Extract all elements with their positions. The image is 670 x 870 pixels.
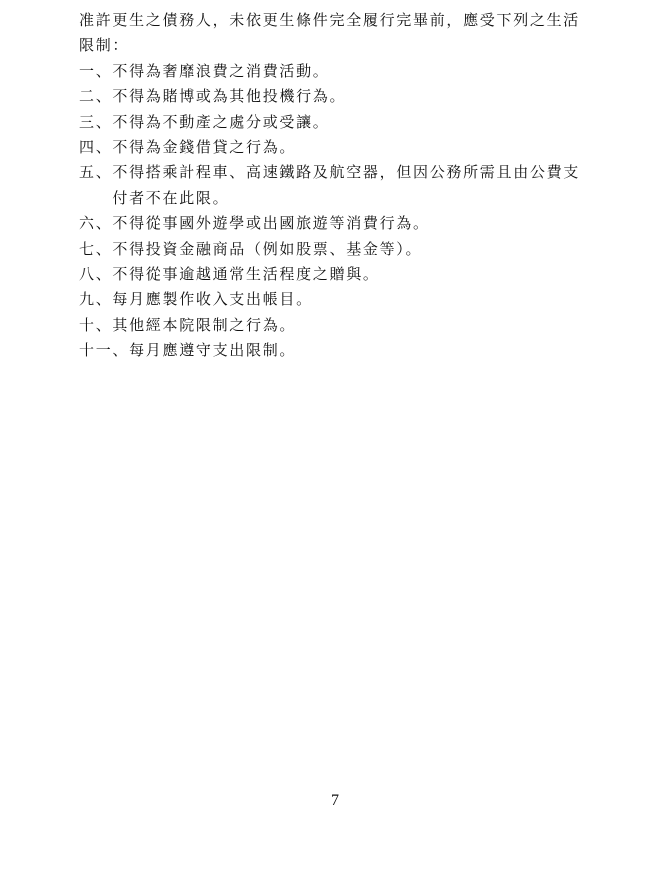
list-item-number: 九、: [79, 290, 113, 309]
list-item-text: 不得為賭博或為其他投機行為。: [112, 87, 347, 106]
list-item-text: 不得為奢靡浪費之消費活動。: [112, 61, 330, 80]
list-item: [79, 110, 589, 135]
list-item-number: 五、: [79, 163, 113, 182]
list-item-number: 十、: [79, 315, 113, 334]
list-item-number: 六、: [79, 214, 113, 233]
list-item: [79, 84, 589, 109]
list-item: [79, 313, 589, 338]
list-item-text: 每月應製作收入支出帳目。: [112, 290, 313, 309]
list-item-number: 十一、: [79, 341, 130, 360]
list-item-text: 不得從事國外遊學或出國旅遊等消費行為。: [112, 214, 430, 233]
intro-paragraph: 准許更生之債務人，未依更生條件完全履行完畢前，應受下列之生活限制：: [79, 11, 581, 55]
list-item-text: 不得投資金融商品（例如股票、基金等）。: [112, 239, 423, 258]
list-item: [79, 59, 589, 84]
list-item-number: 七、: [79, 239, 113, 258]
list-item: [79, 338, 589, 363]
list-item-number: 八、: [79, 265, 113, 284]
list-item: [79, 160, 589, 211]
page-number: 7: [331, 792, 339, 809]
list-item-text: 不得為不動產之處分或受讓。: [112, 112, 330, 131]
list-item: [79, 211, 589, 236]
list-item-number: 四、: [79, 138, 113, 157]
list-item-text: 其他經本院限制之行為。: [112, 315, 297, 334]
list-item-number: 三、: [79, 112, 113, 131]
list-item-text: 每月應遵守支出限制。: [129, 341, 297, 360]
list-item: [79, 135, 589, 160]
list-item-text: 不得從事逾越通常生活程度之贈與。: [112, 265, 380, 284]
list-item: [79, 287, 589, 312]
document-body: [79, 8, 589, 364]
list-item: [79, 262, 589, 287]
list-item: [79, 237, 589, 262]
list-item-text: 不得搭乘計程車、高速鐵路及航空器，但因公務所需且由公費支付者不在此限。: [112, 163, 581, 207]
list-item-text: 不得為金錢借貸之行為。: [112, 138, 297, 157]
list-item-number: 二、: [79, 87, 113, 106]
list-item-number: 一、: [79, 61, 113, 80]
